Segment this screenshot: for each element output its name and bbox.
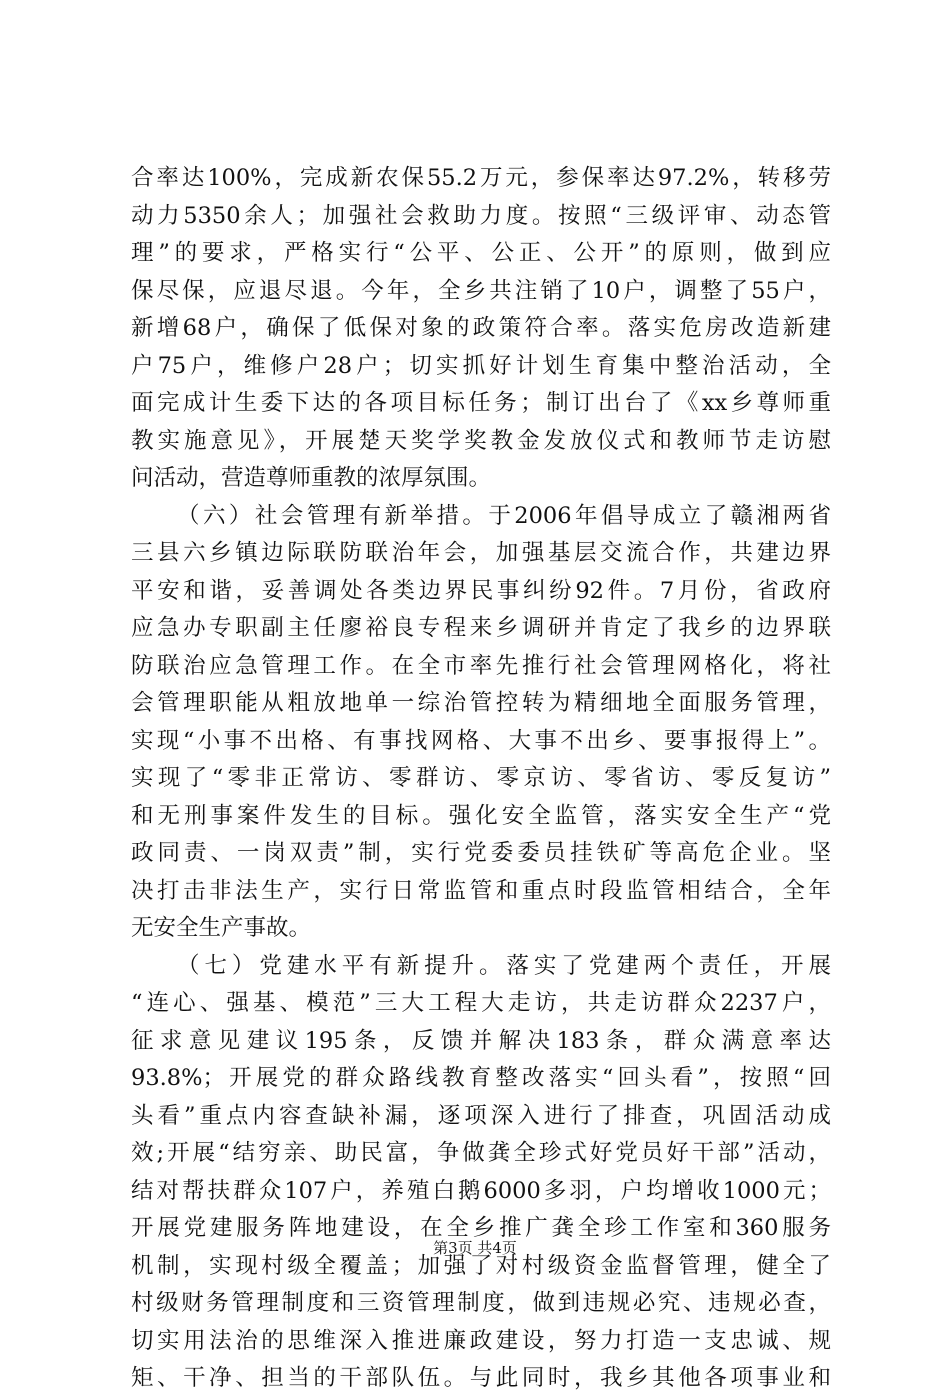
text-line: 会管理职能从粗放地单一综治管控转为精细地全面服务管理， <box>131 690 831 716</box>
text-line: 切实用法治的思维深入推进廉政建设，努力打造一支忠诚、规 <box>131 1327 831 1354</box>
paragraph <box>131 160 831 498</box>
text-line: 开展党建服务阵地建设，在全乡推广龚全珍工作室和360服务 <box>131 1215 831 1241</box>
text-line: 新增68户，确保了低保对象的政策符合率。落实危房改造新建 <box>131 315 831 341</box>
text-line: 矩、干净、担当的干部队伍。与此同时，我乡其他各项事业和 <box>131 1365 831 1391</box>
text-line: 决打击非法生产，实行日常监管和重点时段监管相结合，全年 <box>131 877 831 904</box>
text-line: “连心、强基、模范”三大工程大走访，共走访群众2237户， <box>131 990 831 1016</box>
text-line: 平安和谐，妥善调处各类边界民事纠纷92件。7月份，省政府 <box>131 577 831 604</box>
page-footer <box>0 1238 950 1258</box>
page-number: 第3页 共4页 <box>433 1239 517 1257</box>
paragraph <box>131 948 831 1398</box>
text-line: 三县六乡镇边际联防联治年会，加强基层交流合作，共建边界 <box>131 540 831 566</box>
text-line: 结对帮扶群众107户，养殖白鹅6000多羽，户均增收1000元； <box>131 1177 831 1204</box>
text-line: 机制，实现村级全覆盖；加强了对村级资金监督管理，健全了 <box>131 1252 831 1279</box>
text-line: 理”的要求，严格实行“公平、公正、公开”的原则，做到应 <box>131 240 831 266</box>
text-line: 动力5350余人；加强社会救助力度。按照“三级评审、动态管 <box>131 202 831 229</box>
paragraph <box>131 498 831 948</box>
text-line: 和无刑事案件发生的目标。强化安全监管，落实安全生产“党 <box>131 802 831 829</box>
document-body <box>131 160 831 1398</box>
text-line: 实现“小事不出格、有事找网格、大事不出乡、要事报得上”。 <box>131 727 831 754</box>
text-line: （七）党建水平有新提升。落实了党建两个责任，开展 <box>177 952 831 979</box>
text-line: 头看”重点内容查缺补漏，逐项深入进行了排查，巩固活动成 <box>131 1102 831 1129</box>
text-line: 无安全生产事故。 <box>131 915 312 941</box>
text-line: 政同责、一岗双责”制，实行党委委员挂铁矿等高危企业。坚 <box>131 840 831 866</box>
text-line: 93.8%；开展党的群众路线教育整改落实“回头看”，按照“回 <box>131 1065 831 1091</box>
text-line: 教实施意见》，开展楚天奖学奖教金发放仪式和教师节走访慰 <box>131 427 831 454</box>
text-line: 户75户，维修户28户；切实抓好计划生育集中整治活动，全 <box>131 352 831 379</box>
text-line: 应急办专职副主任廖裕良专程来乡调研并肯定了我乡的边界联 <box>131 615 831 641</box>
text-line: 村级财务管理制度和三资管理制度，做到违规必究、违规必查， <box>131 1290 831 1316</box>
text-line: 防联治应急管理工作。在全市率先推行社会管理网格化，将社 <box>131 652 831 679</box>
text-line: 面完成计生委下达的各项目标任务；制订出台了《xx乡尊师重 <box>131 390 831 416</box>
text-line: 问活动，营造尊师重教的浓厚氛围。 <box>131 465 492 491</box>
text-line: 保尽保，应退尽退。今年，全乡共注销了10户，调整了55户， <box>131 277 831 304</box>
text-line: 合率达100%，完成新农保55.2万元，参保率达97.2%，转移劳 <box>131 165 831 191</box>
text-line: 效;开展“结穷亲、助民富，争做龚全珍式好党员好干部”活动， <box>131 1140 831 1166</box>
text-line: 征求意见建议195条，反馈并解决183条，群众满意率达 <box>131 1027 831 1054</box>
text-line: 实现了“零非正常访、零群访、零京访、零省访、零反复访” <box>131 765 831 791</box>
text-line: （六）社会管理有新举措。于2006年倡导成立了赣湘两省 <box>177 502 831 529</box>
